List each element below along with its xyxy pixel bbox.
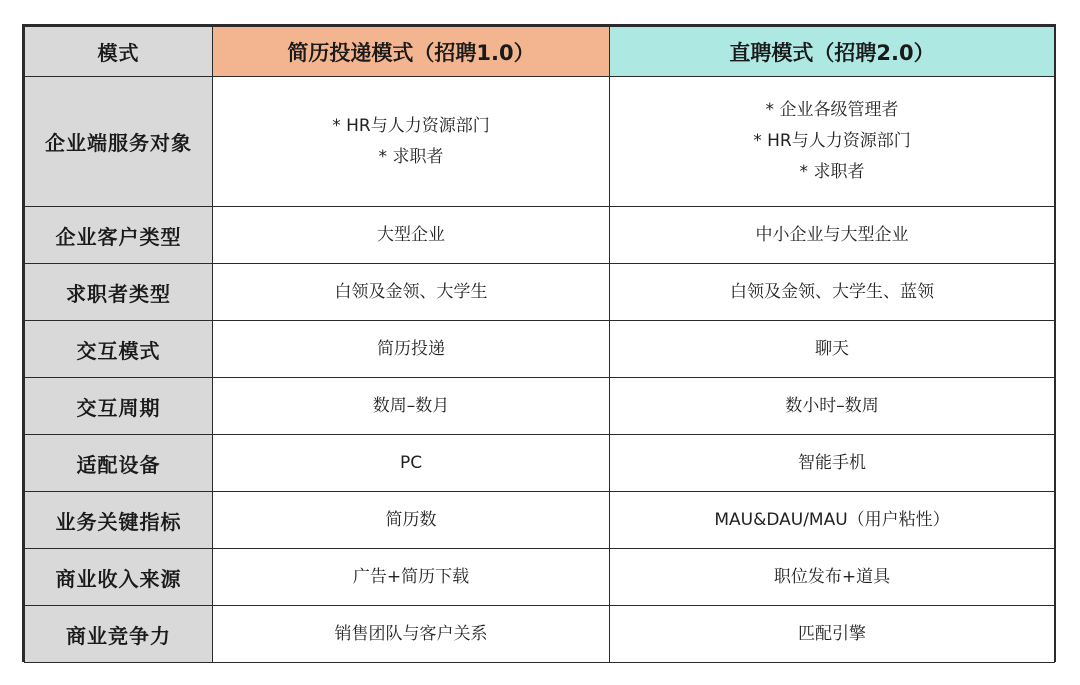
cell-text-line: * HR与人力资源部门 [332,115,490,136]
table-row [25,606,1055,663]
cell-text-line: MAU&DAU/MAU（用户粘性） [714,509,950,530]
cell-resume-mode [213,264,610,321]
row-label: 交互周期 [25,378,213,435]
comparison-table [24,26,1055,663]
cell-text-line: 大型企业 [377,224,445,245]
table-row [25,492,1055,549]
cell-resume-mode [213,606,610,663]
cell-direct-mode [610,606,1055,663]
cell-direct-mode [610,77,1055,207]
table-row [25,378,1055,435]
cell-text-line: 数周–数月 [372,395,450,416]
cell-text-line: 简历投递 [377,338,445,359]
cell-resume-mode [213,435,610,492]
row-label: 交互模式 [25,321,213,378]
cell-resume-mode [213,492,610,549]
cell-text-line: PC [399,452,423,473]
cell-resume-mode [213,378,610,435]
cell-text-line: * 企业各级管理者 [765,100,899,120]
cell-text-line: 白领及金领、大学生、蓝领 [730,281,934,302]
table-row [25,435,1055,492]
cell-text-line: * 求职者 [378,146,444,167]
cell-resume-mode [213,207,610,264]
table-row [25,77,1055,207]
header-direct-mode: 直聘模式（招聘2.0） [610,27,1055,77]
cell-text-line: 中小企业与大型企业 [755,224,909,245]
cell-direct-mode [610,207,1055,264]
cell-direct-mode [610,549,1055,606]
table-header-row [25,27,1055,77]
row-label: 商业收入来源 [25,549,213,606]
row-label: 商业竞争力 [25,606,213,663]
cell-direct-mode [610,492,1055,549]
cell-text-line: 销售团队与客户关系 [334,623,488,644]
table-row [25,549,1055,606]
cell-text-line: 数小时–数周 [785,395,879,416]
header-label-cell: 模式 [25,27,213,77]
cell-text-line: 简历数 [385,509,437,530]
cell-direct-mode [610,321,1055,378]
cell-resume-mode [213,77,610,207]
row-label: 求职者类型 [25,264,213,321]
cell-direct-mode [610,435,1055,492]
cell-text-line: 广告+简历下载 [352,566,470,587]
cell-text-line: * HR与人力资源部门 [753,131,911,151]
cell-text-line: 白领及金领、大学生 [334,281,488,302]
cell-resume-mode [213,321,610,378]
table-row [25,264,1055,321]
cell-resume-mode [213,549,610,606]
cell-text-line: * 求职者 [799,162,865,182]
table-row [25,207,1055,264]
cell-direct-mode [610,378,1055,435]
comparison-table-wrapper [22,24,1056,662]
table-row [25,321,1055,378]
row-label: 企业端服务对象 [25,77,213,207]
header-resume-mode: 简历投递模式（招聘1.0） [213,27,610,77]
row-label: 适配设备 [25,435,213,492]
cell-text-line: 聊天 [815,338,849,359]
cell-direct-mode [610,264,1055,321]
cell-text-line: 智能手机 [798,452,866,473]
row-label: 业务关键指标 [25,492,213,549]
cell-text-line: 职位发布+道具 [773,566,891,587]
cell-text-line: 匹配引擎 [798,623,866,644]
row-label: 企业客户类型 [25,207,213,264]
